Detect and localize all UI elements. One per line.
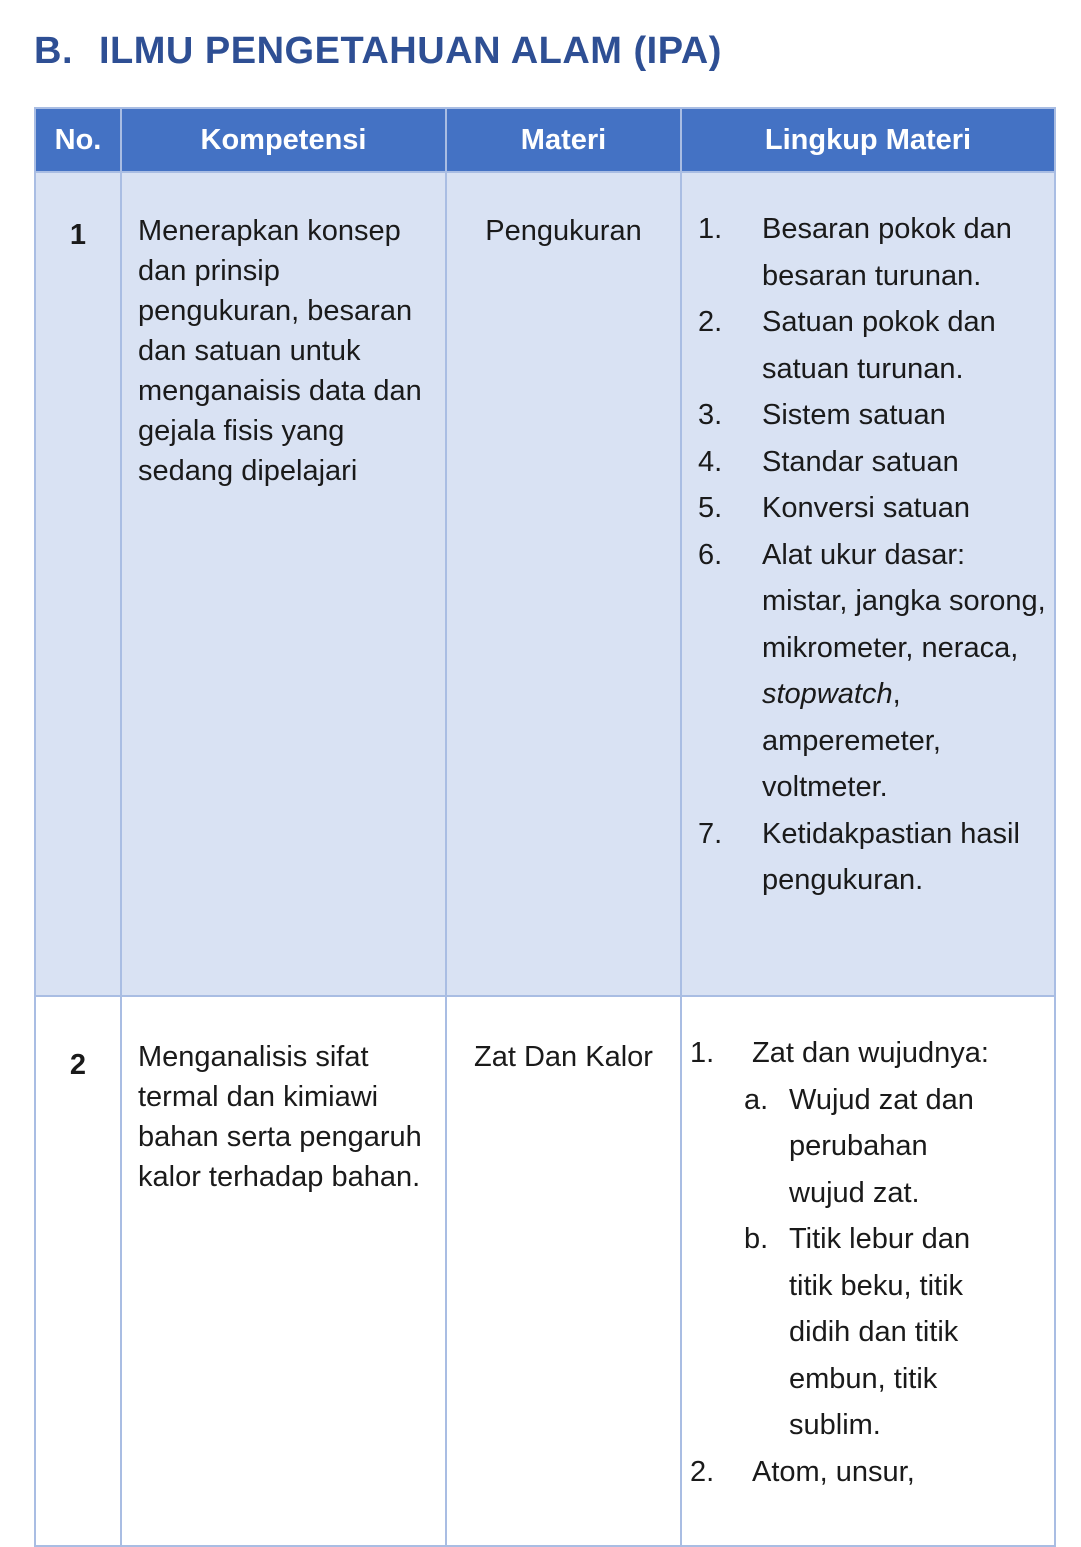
item-text: Sistem satuan xyxy=(762,399,946,431)
item-text: Zat dan wujudnya: xyxy=(752,1037,989,1069)
list-item xyxy=(682,206,1050,299)
item-text: Atom, unsur, xyxy=(752,1455,915,1488)
item-text-post: , amperemeter, voltmeter. xyxy=(762,678,941,803)
sub-item-letter: a. xyxy=(744,1083,769,1116)
header-no: No. xyxy=(35,108,121,172)
item-text-pre: Alat ukur dasar: mistar, jangka sorong, mikrometer, neraca, xyxy=(762,538,1046,664)
row-number: 2 xyxy=(35,996,121,1546)
list-item xyxy=(682,1030,1054,1449)
item-number: 6. xyxy=(698,538,723,571)
list-item xyxy=(682,1449,1054,1496)
sub-list-item xyxy=(682,1216,1054,1449)
list-item xyxy=(682,439,1050,486)
lingkup-materi-cell xyxy=(681,172,1055,996)
item-text: Ketidakpastian hasil pengukuran. xyxy=(762,817,1020,896)
kompetensi-cell: Menerapkan konsep dan prinsip pengukuran, besaran dan satuan untuk menganaisis data dan gejala fisis yang sedang dipelajari xyxy=(121,172,446,996)
row-number: 1 xyxy=(35,172,121,996)
kompetensi-cell: Menganalisis sifat termal dan kimiawi bahan serta pengaruh kalor terhadap bahan. xyxy=(121,996,446,1546)
item-text xyxy=(762,532,1050,811)
section-title xyxy=(34,30,722,73)
table-row xyxy=(35,996,1055,1546)
sub-item-text: Wujud zat dan perubahan wujud zat. xyxy=(789,1083,974,1209)
table-row xyxy=(35,172,1055,996)
materi-cell: Pengukuran xyxy=(446,172,681,996)
list-item xyxy=(682,532,1050,811)
item-text: Satuan pokok dan satuan turunan. xyxy=(762,306,996,385)
list-item xyxy=(682,811,1050,904)
list-item xyxy=(682,392,1050,439)
lingkup-list xyxy=(682,1030,1054,1495)
item-number: 4. xyxy=(698,445,723,478)
item-text: Standar satuan xyxy=(762,445,959,478)
header-lingkup-materi: Lingkup Materi xyxy=(681,108,1055,172)
item-number: 2. xyxy=(690,1455,715,1488)
sub-list-item xyxy=(682,1077,1054,1217)
lingkup-materi-cell xyxy=(681,996,1055,1546)
item-number: 1. xyxy=(698,213,723,245)
header-materi: Materi xyxy=(446,108,681,172)
table-header-row xyxy=(35,108,1055,172)
materi-cell: Zat Dan Kalor xyxy=(446,996,681,1546)
item-text: Konversi satuan xyxy=(762,492,970,524)
item-number: 1. xyxy=(690,1037,715,1069)
item-number: 2. xyxy=(698,306,723,338)
curriculum-table xyxy=(34,107,1056,1547)
list-item xyxy=(682,299,1050,392)
sub-item-text: Titik lebur dan titik beku, titik didih dan titik embun, titik sublim. xyxy=(789,1223,971,1441)
header-kompetensi: Kompetensi xyxy=(121,108,446,172)
section-letter: B. xyxy=(34,30,73,72)
sub-item-letter: b. xyxy=(744,1223,769,1255)
section-heading: ILMU PENGETAHUAN ALAM (IPA) xyxy=(99,30,722,72)
item-number: 3. xyxy=(698,399,723,431)
list-item xyxy=(682,485,1050,532)
item-number: 5. xyxy=(698,492,723,524)
item-number: 7. xyxy=(698,817,723,850)
lingkup-list xyxy=(682,206,1050,904)
item-text: Besaran pokok dan besaran turunan. xyxy=(762,213,1012,292)
item-text-italic: stopwatch xyxy=(762,678,893,710)
